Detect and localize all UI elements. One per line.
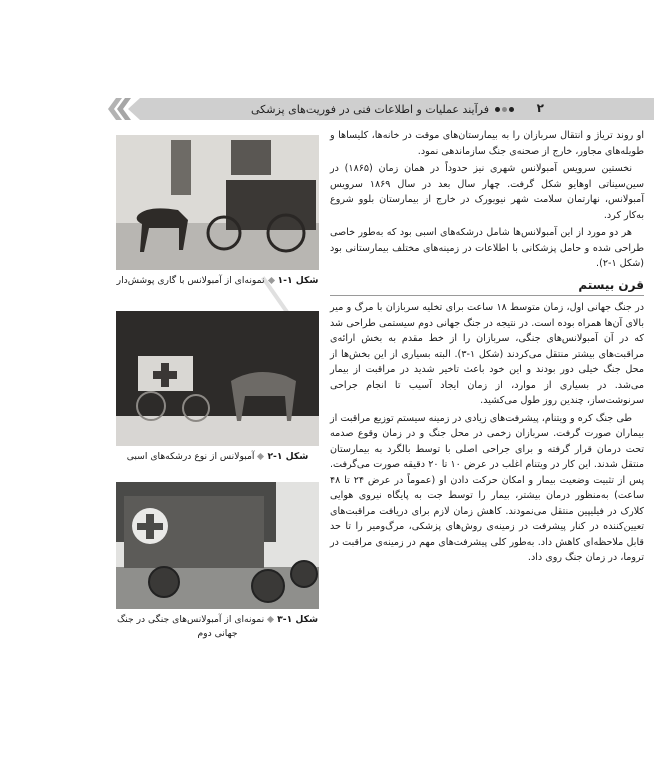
horse-drawn-ambulance-photo: [116, 135, 319, 270]
book-title: فرآیند عملیات و اطلاعات فنی در فوریت‌های پزشکی: [251, 102, 489, 116]
paragraph: در جنگ جهانی اول، زمان متوسط ۱۸ ساعت برای تخلیه سربازان با مرگ و میر بالای آن‌ها همراه بوده است. در نتیجه در جنگ جهانی دوم سیستمی طراحی شد که در آن آمبولانس‌های جنگی، سربازان را از خط مقدم به بخش ارائه‌ی مراقبت‌های بیشتر منتقل می‌کردند (شکل ۱-۳). البته بسیاری از این بخش‌ها از محل جنگ خیلی دور بودند و این خود باعث تاخیر شدید در مراقبت از بیمار می‌شد. در بسیاری از موارد، از زمان ایجاد آسیب تا انجام جراحی سرنوشت‌ساز، چندین روز طول می‌کشید.: [330, 302, 644, 406]
red-cross-carriage-photo: [116, 311, 319, 446]
figure-1: [116, 135, 319, 288]
paragraph: هر دو مورد از این آمبولانس‌ها شامل درشکه‌های اسبی بود که به‌طور خاصی طراحی شده و حامل پزشکانی با اطلاعات در زمینه‌های مختلف بیمارستانی بود (شکل ۱-۲).: [330, 227, 644, 269]
running-header: [108, 98, 654, 120]
figure-2-caption: شکل ۱-۲آمبولانس از نوع درشکه‌های اسبی: [126, 451, 309, 462]
section-heading: قرن بیستم: [330, 278, 644, 297]
paragraph: طی جنگ کره و ویتنام، پیشرفت‌های زیادی در زمینه سیستم توزیع مراقبت از بیماران صورت گرفت. سربازان زخمی در محل جنگ و در زمان وقوع صدمه تحت درمان قرار گرفته و برای جراحی اصلی با توسط بالگرد به بیمارستان منتقل شدند. این کار در ویتنام اغلب در عرض ۱۰ تا ۲۰ دقیقه صورت می‌گرفت. پس از تثبیت وضعیت بیمار و امکان حرکت دادن او (عموماً در عرض ۲۴ تا ۴۸ ساعت) به‌منظور درمان بیشتر، بیمار را توسط جت به پایگاه نیروی هوایی کلارک در فیلیپین منتقل می‌نمودند. کاهش زمان لازم برای دریافت مراقبت‌های تعیین‌کننده در کنار پیشرفت در زمینه‌ی روش‌های پزشکی، مرگ‌ومیر را تا حد قابل ملاحظه‌ای کاهش داد. به‌طور کلی پیشرفت‌های مهم در زمینه‌ی مراقبت در تروما، در زمان جنگ روی داد.: [330, 412, 645, 563]
paragraph: او روند تریاژ و انتقال سربازان را به بیمارستان‌های موقت در خانه‌ها، کلیساها و طویله‌های مجاور، خارج از صحنه‌ی جنگ سازماندهی نمود.: [330, 130, 644, 157]
military-ambulance-photo: [116, 482, 319, 609]
figure-2: [116, 311, 319, 464]
figure-3-caption: شکل ۱-۳نمونه‌ای از آمبولانس‌های جنگی در جنگ جهانی دوم: [117, 614, 318, 639]
page-number: ۲: [536, 101, 544, 115]
figure-1-caption: شکل ۱-۱نمونه‌ای از آمبولانس با گاری پوشش‌دار: [116, 275, 319, 286]
bullet-icon: [267, 616, 274, 623]
bullet-icon: [267, 277, 274, 284]
body-text-column: [330, 128, 644, 568]
paragraph: نخستین سرویس آمبولانس شهری نیز حدوداً در همان زمان (۱۸۶۵) در سین‌سیناتی اوهایو شکل گرفت. چهار سال بعد در سال ۱۸۶۹ سرویس آمبولانس، نهارتمان سلامت شهر نیویورک در خارج از بیمارستان بلوو شروع به‌کار کرد.: [330, 163, 644, 221]
dots-ornament-icon: [495, 107, 514, 112]
bullet-icon: [257, 453, 264, 460]
figure-3: [116, 482, 319, 641]
